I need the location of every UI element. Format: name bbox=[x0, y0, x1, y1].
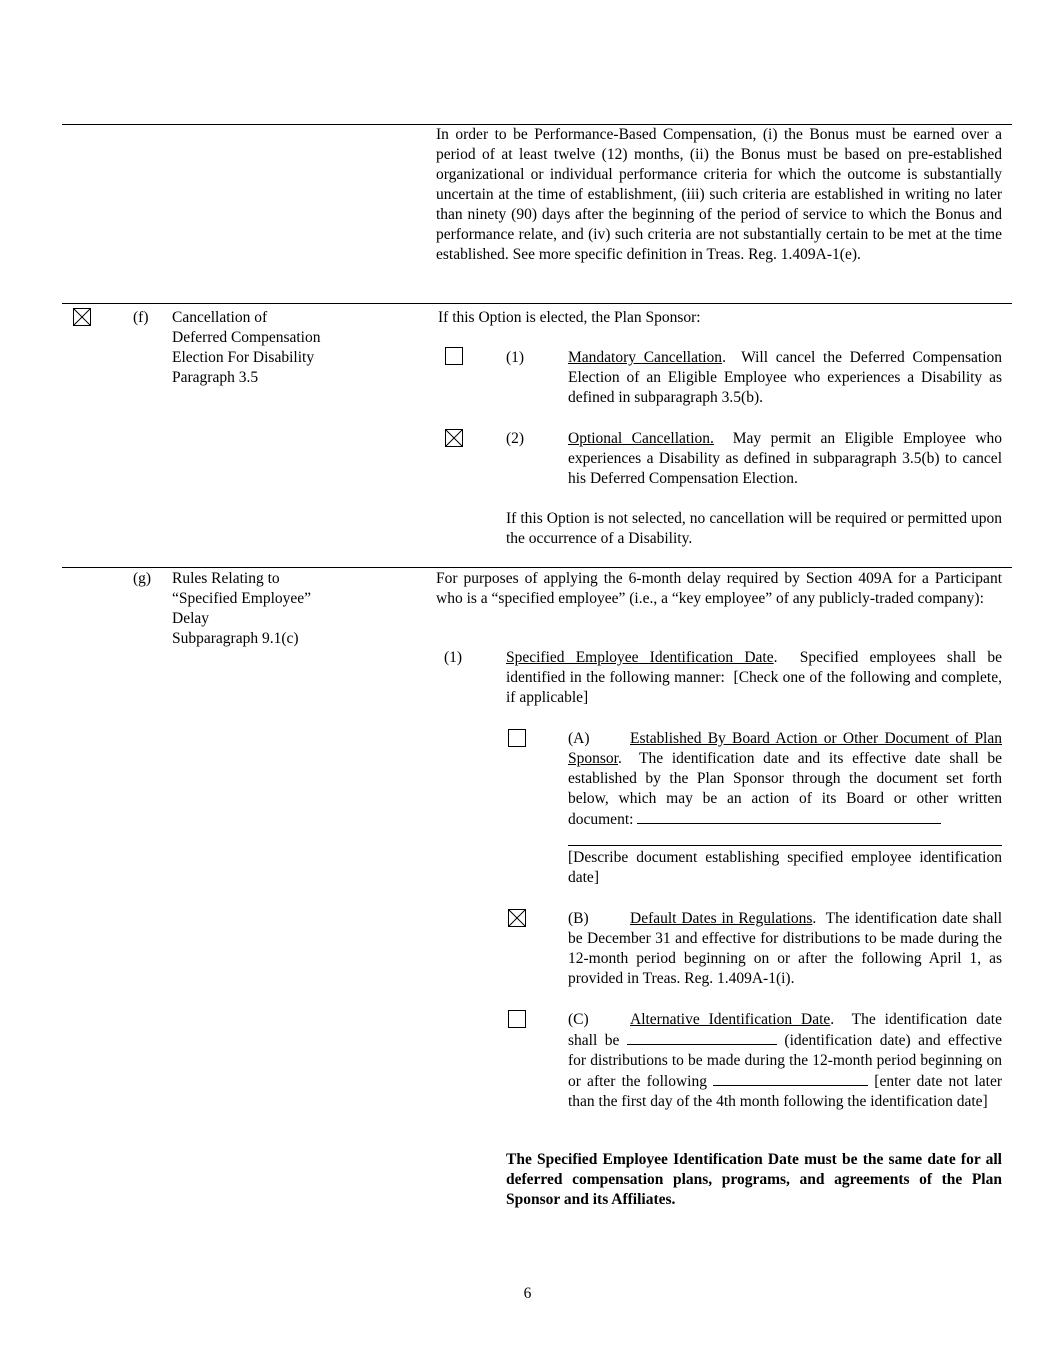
sub-c-identification-blank[interactable] bbox=[627, 1030, 777, 1045]
option-1-text bbox=[568, 348, 1006, 408]
sub-a-text bbox=[568, 729, 1006, 830]
section-f-checkbox[interactable] bbox=[73, 308, 91, 326]
sub-c-number: (C) bbox=[568, 1011, 589, 1028]
intro-paragraph: In order to be Performance-Based Compensation, (i) the Bonus must be earned over a period of at least twelve (12) months, (ii) the Bonus must be based on pre-established organizational or individual performance criteria for which the outcome is substantially uncertain at the time of establishment, (iii) such criteria are established in writing no later than ninety (90) days after the beginning of the period of service to which the Bonus and performance relate, and (iv) such criteria are not substantially certain to be met at the time established. See more specific definition in Treas. Reg. 1.409A-1(e). bbox=[436, 126, 1002, 263]
sub-a-checkbox[interactable] bbox=[508, 729, 526, 747]
item-1-heading: Specified Employee Identification Date bbox=[506, 649, 774, 666]
section-g-title-line: “Specified Employee” bbox=[172, 590, 312, 607]
sub-b-heading: Default Dates in Regulations bbox=[630, 910, 813, 927]
sub-c-body-1: . The identification date shall be bbox=[568, 1011, 1006, 1049]
sub-a-heading: Established By Board Action or Other Document of Plan Sponsor bbox=[568, 730, 1002, 767]
item-1-text bbox=[506, 648, 1006, 708]
item-1-body: . Specified employees shall be identified in the following manner: [Check one of the following and complete, if applicable] bbox=[506, 649, 1006, 706]
section-g-title bbox=[172, 569, 412, 649]
section-f-title-line: Deferred Compensation bbox=[172, 329, 321, 346]
section-g-title-line: Rules Relating to bbox=[172, 570, 280, 587]
option-1-number: (1) bbox=[506, 349, 525, 366]
sub-c-checkbox[interactable] bbox=[508, 1010, 526, 1028]
sub-c-body-3: [enter date not later than the first day of the 4th month following the identification date] bbox=[568, 1073, 1003, 1110]
page-number: 6 bbox=[523, 1285, 532, 1302]
option-1-heading: Mandatory Cancellation bbox=[568, 349, 723, 366]
sub-b-body: . The identification date shall be December 31 and effective for distributions to be made during the 12-month period beginning on or after the following April 1, as provided in Treas. Reg. 1.409A-1(i). bbox=[568, 910, 1006, 987]
sub-a-second-blank[interactable] bbox=[568, 845, 1002, 846]
section-f-lead: If this Option is elected, the Plan Sponsor: bbox=[438, 309, 701, 326]
section-g-title-line: Subparagraph 9.1(c) bbox=[172, 630, 299, 647]
option-1-heading-tail: . bbox=[722, 349, 726, 366]
section-f-rule bbox=[62, 303, 1012, 304]
section-f-title-line: Election For Disability bbox=[172, 349, 315, 366]
option-2-heading: Optional Cancellation. bbox=[568, 430, 714, 447]
section-f-title-line: Paragraph 3.5 bbox=[172, 369, 259, 386]
sub-b-checkbox[interactable] bbox=[508, 909, 526, 927]
sub-b-number: (B) bbox=[568, 910, 589, 927]
sub-c-heading: Alternative Identification Date bbox=[630, 1011, 831, 1028]
sub-c-text bbox=[568, 1010, 1006, 1112]
section-f-letter: (f) bbox=[133, 309, 149, 326]
option-1-checkbox[interactable] bbox=[445, 347, 463, 365]
option-2-text bbox=[568, 429, 1006, 489]
section-f-title-line: Cancellation of bbox=[172, 309, 268, 326]
option-2-checkbox[interactable] bbox=[445, 429, 463, 447]
sub-c-effective-blank[interactable] bbox=[713, 1071, 868, 1086]
sub-a-blank-line[interactable] bbox=[637, 809, 941, 824]
section-g-letter: (g) bbox=[133, 570, 152, 587]
section-g-rule bbox=[62, 567, 1012, 568]
sub-a-body: . The identification date and its effective date shall be established by the Plan Sponsor through the document set forth below, which may be an action of its Board or other written document: bbox=[568, 750, 1006, 828]
section-f-note: If this Option is not selected, no cancellation will be required or permitted upon the occurrence of a Disability. bbox=[506, 510, 1002, 547]
specified-employee-note: The Specified Employee Identification Date must be the same date for all deferred compensation plans, programs, and agreements of the Plan Sponsor and its Affiliates. bbox=[506, 1151, 1002, 1208]
section-g-lead: For purposes of applying the 6-month delay required by Section 409A for a Participant who is a “specified employee” (i.e., a “key employee” of any publicly-traded company): bbox=[436, 570, 1002, 607]
sub-a-number: (A) bbox=[568, 730, 590, 747]
sub-a-describe: [Describe document establishing specified employee identification date] bbox=[568, 849, 1002, 886]
sub-c-body-2: (identification date) and effective for distributions to be made during the 12-month period beginning on or after the following bbox=[568, 1032, 1002, 1090]
option-2-number: (2) bbox=[506, 430, 525, 447]
section-f-title bbox=[172, 308, 412, 388]
section-g-title-line: Delay bbox=[172, 610, 210, 627]
item-1-number: (1) bbox=[444, 649, 463, 666]
sub-b-text bbox=[568, 909, 1006, 989]
option-2-body: May permit an Eligible Employee who experiences a Disability as defined in subparagraph 3.5(b) to cancel his Deferred Compensation Election. bbox=[568, 430, 1006, 487]
option-1-body: Will cancel the Deferred Compensation Election of an Eligible Employee who experiences a Disability as defined in subparagraph 3.5(b). bbox=[568, 349, 1006, 406]
